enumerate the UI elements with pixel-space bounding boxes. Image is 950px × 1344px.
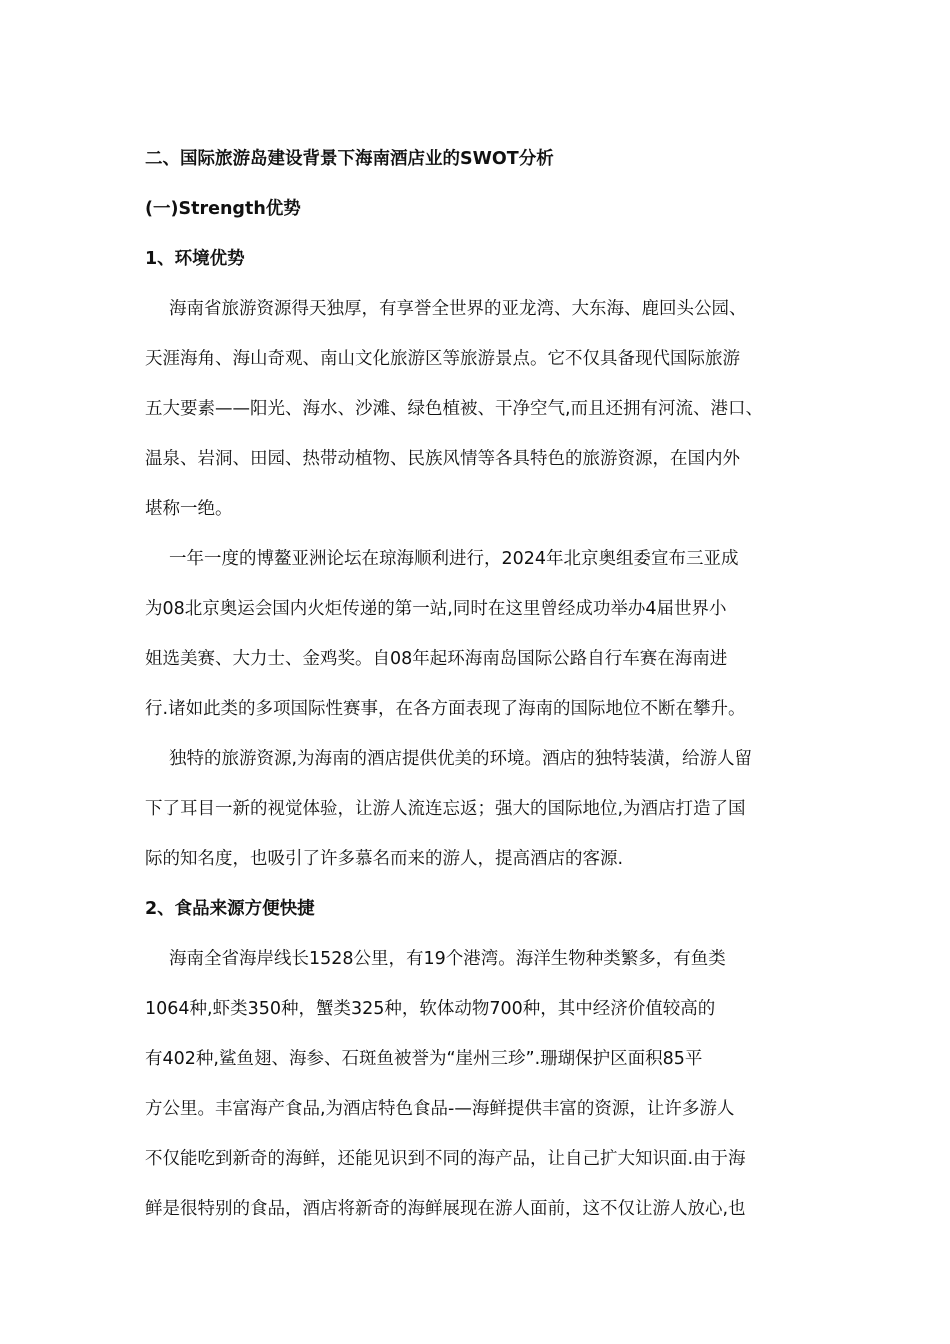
paragraph-environment-resources	[145, 284, 825, 534]
paragraph-line: 天涯海角、海山奇观、南山文化旅游区等旅游景点。它不仅具备现代国际旅游	[145, 349, 740, 369]
paragraph-line: 温泉、岩洞、田园、热带动植物、民族风情等各具特色的旅游资源，在国内外	[145, 449, 740, 469]
paragraph-line: 不仅能吃到新奇的海鲜，还能见识到不同的海产品，让自己扩大知识面.由于海	[145, 1149, 746, 1169]
subsection-title: (一)Strength优势	[145, 199, 301, 219]
paragraph-line: 独特的旅游资源,为海南的酒店提供优美的环境。酒店的独特装潢，给游人留	[169, 749, 753, 769]
paragraph-line: 五大要素——阳光、海水、沙滩、绿色植被、干净空气,而且还拥有河流、港口、	[145, 399, 764, 419]
item-title-environment: 1、环境优势	[145, 249, 245, 269]
paragraph-line: 方公里。丰富海产食品,为酒店特色食品-—海鲜提供丰富的资源，让许多游人	[145, 1099, 735, 1119]
document-body	[145, 134, 825, 1234]
paragraph-line: 1064种,虾类350种，蟹类325种，软体动物700种，其中经济价值较高的	[145, 999, 716, 1019]
paragraph-line: 为08北京奥运会国内火炬传递的第一站,同时在这里曾经成功举办4届世界小	[145, 599, 727, 619]
paragraph-line: 行.诸如此类的多项国际性赛事，在各方面表现了海南的国际地位不断在攀升。	[145, 699, 746, 719]
paragraph-hotel-environment	[145, 734, 825, 884]
paragraph-line: 海南省旅游资源得天独厚，有享誉全世界的亚龙湾、大东海、鹿回头公园、	[169, 299, 747, 319]
paragraph-line: 一年一度的博鳌亚洲论坛在琼海顺利进行，2024年北京奥组委宣布三亚成	[169, 549, 739, 569]
paragraph-line: 海南全省海岸线长1528公里，有19个港湾。海洋生物种类繁多，有鱼类	[169, 949, 726, 969]
paragraph-line: 鲜是很特别的食品，酒店将新奇的海鲜展现在游人面前，这不仅让游人放心,也	[145, 1199, 746, 1219]
paragraph-line: 下了耳目一新的视觉体验，让游人流连忘返；强大的国际地位,为酒店打造了国	[145, 799, 746, 819]
paragraph-line: 姐选美赛、大力士、金鸡奖。自08年起环海南岛国际公路自行车赛在海南进	[145, 649, 728, 669]
paragraph-line: 际的知名度，也吸引了许多慕名而来的游人，提高酒店的客源.	[145, 849, 624, 869]
section-title: 二、国际旅游岛建设背景下海南酒店业的SWOT分析	[145, 149, 554, 169]
paragraph-seafood-resources	[145, 934, 825, 1234]
item-title-food-supply: 2、食品来源方便快捷	[145, 899, 315, 919]
paragraph-line: 有402种,鲨鱼翅、海参、石斑鱼被誉为“崖州三珍”.珊瑚保护区面积85平	[145, 1049, 703, 1069]
paragraph-line: 堪称一绝。	[145, 499, 233, 519]
paragraph-international-events	[145, 534, 825, 734]
